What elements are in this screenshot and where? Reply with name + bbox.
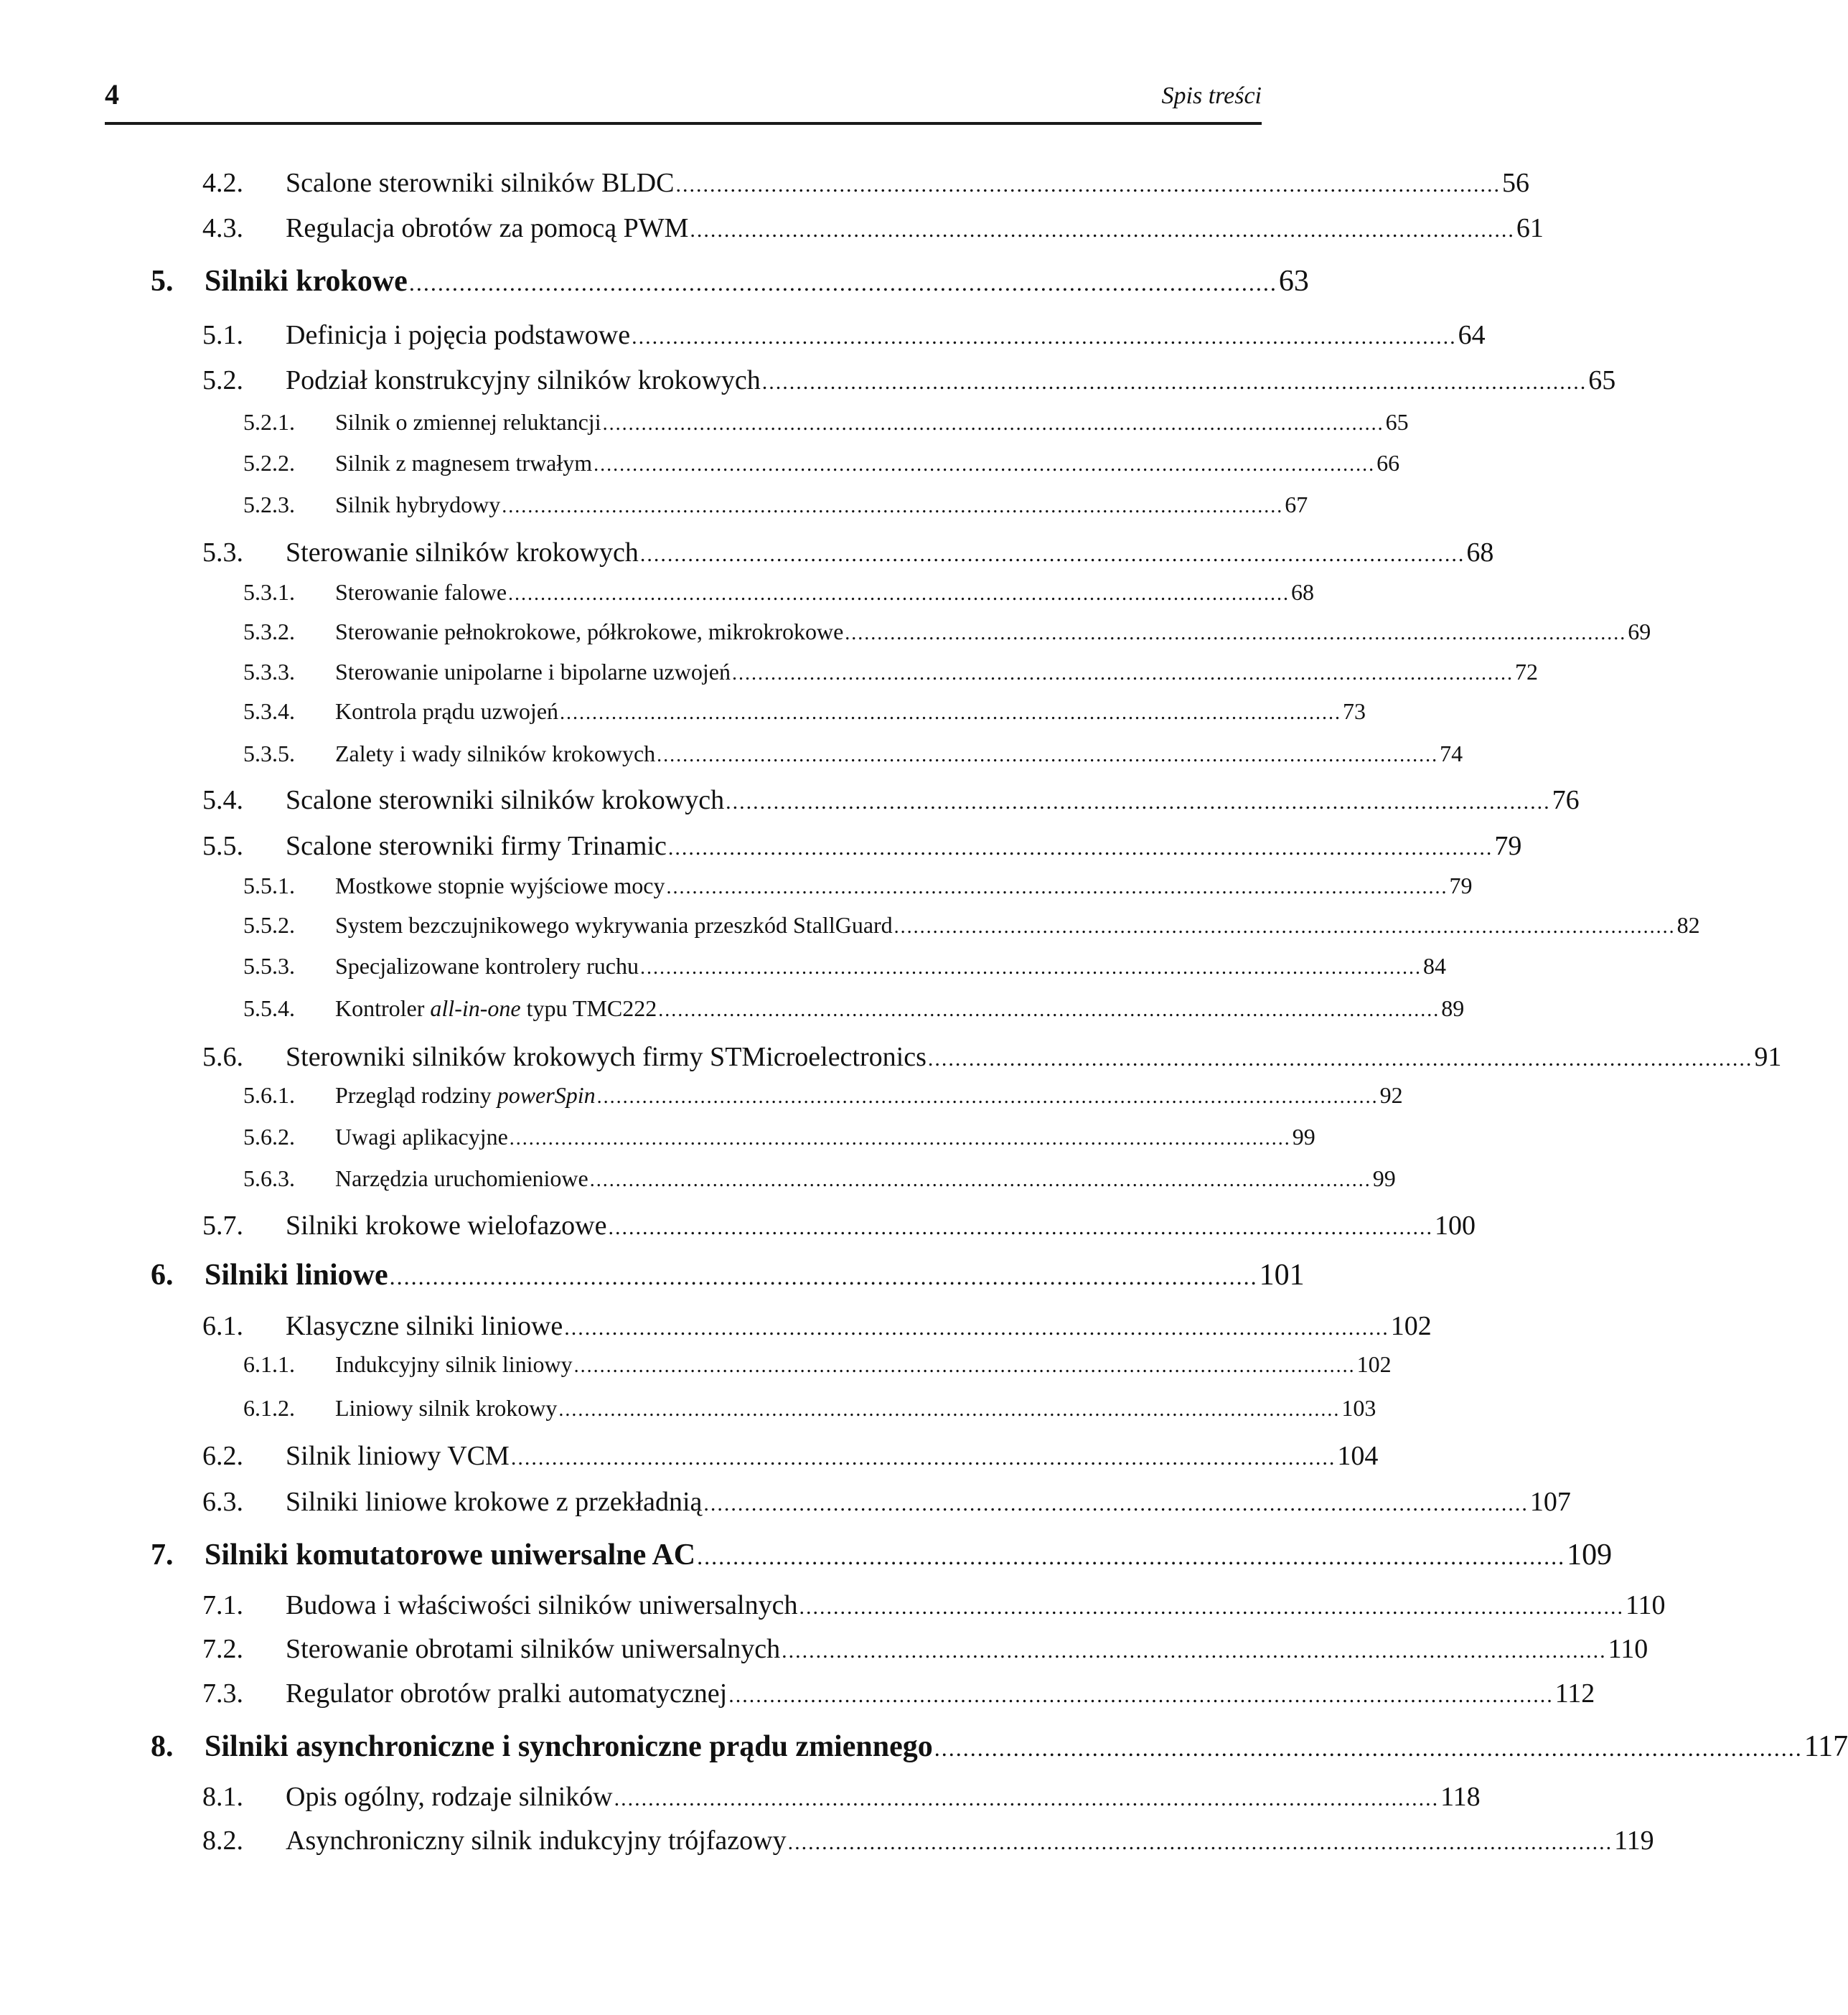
toc-section[interactable] <box>202 1310 1432 1342</box>
toc-subsection[interactable] <box>243 912 1700 939</box>
toc-entry-title: System bezczujnikowego wykrywania przeszkód StallGuard <box>335 912 893 938</box>
toc-entry-number: 5.3. <box>202 537 243 568</box>
dot-leader: ......................................................................................................................... <box>697 1544 1566 1569</box>
toc-page-number: 102 <box>1356 1351 1392 1377</box>
toc-page-number: 67 <box>1285 492 1308 517</box>
toc-subsection[interactable] <box>243 409 1409 436</box>
toc-section[interactable] <box>202 1589 1666 1621</box>
toc-entry-title: Klasyczne silniki liniowe <box>286 1311 563 1341</box>
toc-entry-title-part: typu TMC222 <box>520 995 657 1021</box>
toc-subsection[interactable] <box>243 995 1465 1022</box>
toc-entry-title: Asynchroniczny silnik indukcyjny trójfazowy <box>286 1826 787 1856</box>
toc-entry-title: Silnik o zmiennej reluktancji <box>335 409 601 435</box>
toc-section[interactable] <box>202 537 1494 568</box>
dot-leader: ......................................................................................................................... <box>632 325 1457 349</box>
toc-subsection[interactable] <box>243 619 1651 645</box>
toc-entry-number: 5. <box>151 265 174 298</box>
toc-page-number: 79 <box>1494 831 1522 861</box>
toc-chapter[interactable] <box>151 1258 1305 1292</box>
toc-page-number: 66 <box>1376 450 1400 476</box>
toc-section[interactable] <box>202 1210 1476 1241</box>
dot-leader: ......................................................................................................................... <box>934 1735 1803 1761</box>
toc-entry-title: Scalone sterowniki firmy Trinamic <box>286 831 667 861</box>
dot-leader: ......................................................................................................................... <box>728 1683 1554 1707</box>
dot-leader: ......................................................................................................................... <box>594 454 1376 476</box>
toc-entry-number: 7. <box>151 1539 174 1572</box>
dot-leader: ......................................................................................................................... <box>675 173 1501 197</box>
toc-entry-title: Silniki liniowe krokowe z przekładnią <box>286 1487 703 1517</box>
toc-entry-number: 6.1. <box>202 1311 243 1341</box>
dot-leader: ......................................................................................................................... <box>799 1595 1624 1619</box>
dot-leader: ......................................................................................................................... <box>639 542 1465 566</box>
toc-section[interactable] <box>202 1825 1654 1856</box>
toc-entry-title: Zalety i wady silników krokowych <box>335 741 656 766</box>
dot-leader: ......................................................................................................................... <box>509 1127 1291 1150</box>
dot-leader: ......................................................................................................................... <box>508 583 1290 605</box>
dot-leader: ......................................................................................................................... <box>502 495 1284 517</box>
toc-subsection[interactable] <box>243 659 1538 685</box>
toc-section[interactable] <box>202 319 1486 351</box>
toc-entry-title <box>335 995 657 1022</box>
dot-leader: ......................................................................................................................... <box>558 1399 1341 1421</box>
toc-entry-number: 5.5.2. <box>243 912 295 938</box>
toc-entry-number: 5.3.3. <box>243 659 295 685</box>
dot-leader: ......................................................................................................................... <box>927 1047 1753 1071</box>
toc-page-number: 109 <box>1567 1539 1613 1572</box>
toc-section[interactable] <box>202 167 1529 199</box>
toc-subsection[interactable] <box>243 1082 1403 1109</box>
toc-entry-title: Narzędzia uruchomieniowe <box>335 1165 588 1191</box>
toc-page-number: 91 <box>1754 1042 1782 1072</box>
dot-leader: ......................................................................................................................... <box>614 1787 1440 1810</box>
toc-page-number: 104 <box>1337 1441 1379 1471</box>
toc-entry-title: Sterowniki silników krokowych firmy STMicroelectronics <box>286 1042 927 1072</box>
toc-page-number: 99 <box>1292 1124 1315 1150</box>
toc-page-number: 84 <box>1422 953 1446 979</box>
toc-entry-title: Silnik z magnesem trwałym <box>335 450 593 476</box>
toc-subsection[interactable] <box>243 1395 1376 1422</box>
dot-leader: ......................................................................................................................... <box>690 218 1515 242</box>
toc-entry-number: 6.1.2. <box>243 1395 295 1421</box>
toc-page-number: 64 <box>1458 320 1486 350</box>
toc-page-number: 65 <box>1588 365 1616 395</box>
toc-entry-number: 5.6.3. <box>243 1165 295 1191</box>
toc-entry-number: 5.3.2. <box>243 619 295 644</box>
toc-section[interactable] <box>202 365 1616 396</box>
dot-leader: ......................................................................................................................... <box>596 1086 1379 1108</box>
dot-leader: ......................................................................................................................... <box>787 1831 1613 1854</box>
toc-entry-title: Sterowanie unipolarne i bipolarne uzwojeń <box>335 659 731 685</box>
toc-entry-number: 5.6.1. <box>243 1082 295 1108</box>
dot-leader: ......................................................................................................................... <box>845 622 1627 644</box>
page-number: 4 <box>105 78 119 111</box>
toc-entry-title-emphasis: all-in-one <box>430 995 521 1021</box>
toc-entry-number: 8. <box>151 1730 174 1763</box>
toc-page-number: 110 <box>1608 1634 1648 1664</box>
toc-entry-title-part: Kontroler <box>335 995 431 1021</box>
dot-leader: ......................................................................................................................... <box>893 916 1676 938</box>
toc-entry-title: Sterowanie obrotami silników uniwersalnych <box>286 1634 781 1664</box>
dot-leader: ......................................................................................................................... <box>408 270 1277 296</box>
toc-page-number: 56 <box>1501 168 1529 198</box>
toc-entry-number: 5.3.4. <box>243 698 295 724</box>
toc-section[interactable] <box>202 784 1580 816</box>
toc-entry-title: Silnik hybrydowy <box>335 492 501 517</box>
toc-entry-number: 4.2. <box>202 168 243 198</box>
toc-entry-number: 5.6.2. <box>243 1124 295 1150</box>
toc-chapter[interactable] <box>151 264 1309 299</box>
toc-page-number: 61 <box>1516 213 1544 243</box>
toc-page-number: 101 <box>1259 1259 1305 1292</box>
toc-section[interactable] <box>202 212 1544 244</box>
toc-entry-title: Regulacja obrotów za pomocą PWM <box>286 213 689 243</box>
toc-entry-number: 7.1. <box>202 1590 243 1620</box>
toc-entry-number: 5.3.1. <box>243 579 295 605</box>
toc-entry-number: 8.1. <box>202 1782 243 1812</box>
toc-entry-number: 4.3. <box>202 213 243 243</box>
toc-page-number: 99 <box>1372 1165 1396 1191</box>
toc-entry-number: 7.3. <box>202 1678 243 1709</box>
toc-section[interactable] <box>202 1781 1481 1813</box>
toc-entry-number: 5.4. <box>202 785 243 815</box>
toc-entry-title: Silniki krokowe <box>205 265 408 298</box>
dot-leader: ......................................................................................................................... <box>602 413 1384 435</box>
toc-entry-title: Silniki komutatorowe uniwersalne AC <box>205 1539 696 1572</box>
toc-subsection[interactable] <box>243 698 1366 725</box>
toc-entry-number: 6.1.1. <box>243 1351 295 1377</box>
toc-entry-title: Regulator obrotów pralki automatycznej <box>286 1678 728 1709</box>
dot-leader: ......................................................................................................................... <box>703 1492 1529 1516</box>
toc-page-number: 63 <box>1278 265 1309 298</box>
toc-entry-title: Silniki liniowe <box>205 1259 388 1292</box>
dot-leader: ......................................................................................................................... <box>560 702 1342 724</box>
page-header <box>105 78 1262 125</box>
toc-entry-number: 6.3. <box>202 1487 243 1517</box>
toc-entry-number: 5.2.1. <box>243 409 295 435</box>
dot-leader: ......................................................................................................................... <box>639 957 1422 979</box>
toc-page-number: 68 <box>1291 579 1315 605</box>
toc-entry-title: Silnik liniowy VCM <box>286 1441 510 1471</box>
toc-entry-title: Indukcyjny silnik liniowy <box>335 1351 573 1377</box>
dot-leader: ......................................................................................................................... <box>564 1316 1389 1340</box>
dot-leader: ......................................................................................................................... <box>666 876 1448 898</box>
toc-entry-number: 5.5.1. <box>243 873 295 898</box>
dot-leader: ......................................................................................................................... <box>731 662 1514 685</box>
dot-leader: ......................................................................................................................... <box>589 1169 1371 1191</box>
toc-entry-title: Podział konstrukcyjny silników krokowych <box>286 365 761 395</box>
dot-leader: ......................................................................................................................... <box>782 1639 1607 1663</box>
toc-page-number: 72 <box>1514 659 1538 685</box>
toc-entry-number: 5.5. <box>202 831 243 861</box>
toc-section[interactable] <box>202 1486 1571 1518</box>
toc-section[interactable] <box>202 1633 1648 1665</box>
toc-entry-title: Silniki krokowe wielofazowe <box>286 1211 607 1241</box>
toc-page-number: 119 <box>1614 1826 1654 1856</box>
toc-page-number: 79 <box>1449 873 1473 898</box>
toc-entry-number: 5.2.2. <box>243 450 295 476</box>
toc-page-number: 74 <box>1440 741 1463 766</box>
toc-entry-number: 5.2.3. <box>243 492 295 517</box>
toc-entry-title <box>335 1082 596 1109</box>
toc-page-number: 82 <box>1676 912 1700 938</box>
toc-page-number: 68 <box>1466 537 1494 568</box>
toc-entry-number: 5.1. <box>202 320 243 350</box>
toc-entry-title: Sterowanie silników krokowych <box>286 537 639 568</box>
toc-section[interactable] <box>202 1440 1379 1472</box>
toc-entry-number: 5.2. <box>202 365 243 395</box>
dot-leader: ......................................................................................................................... <box>657 744 1439 766</box>
toc-entry-number: 5.6. <box>202 1042 243 1072</box>
toc-page-number: 118 <box>1440 1782 1481 1812</box>
toc-entry-number: 5.3.5. <box>243 741 295 766</box>
dot-leader: ......................................................................................................................... <box>389 1264 1258 1290</box>
toc-page-number: 92 <box>1379 1082 1403 1108</box>
toc-entry-title: Definicja i pojęcia podstawowe <box>286 320 631 350</box>
toc-page-number: 73 <box>1343 698 1366 724</box>
toc-entry-number: 5.5.4. <box>243 995 295 1021</box>
toc-entry-title-part: Przegląd rodziny <box>335 1082 497 1108</box>
toc-entry-number: 5.7. <box>202 1211 243 1241</box>
toc-entry-title: Uwagi aplikacyjne <box>335 1124 508 1150</box>
dot-leader: ......................................................................................................................... <box>608 1216 1433 1239</box>
dot-leader: ......................................................................................................................... <box>667 836 1493 860</box>
dot-leader: ......................................................................................................................... <box>510 1446 1336 1470</box>
toc-page-number: 65 <box>1385 409 1409 435</box>
toc-subsection[interactable] <box>243 873 1473 899</box>
toc-chapter[interactable] <box>151 1729 1848 1764</box>
toc-subsection[interactable] <box>243 953 1446 980</box>
toc-subsection[interactable] <box>243 1124 1315 1150</box>
toc-page-number: 100 <box>1434 1211 1476 1241</box>
toc-entry-title: Sterowanie falowe <box>335 579 507 605</box>
toc-entry-title: Sterowanie pełnokrokowe, półkrokowe, mikrokrokowe <box>335 619 844 644</box>
toc-section[interactable] <box>202 830 1522 862</box>
toc-entry-title: Budowa i właściwości silników uniwersalnych <box>286 1590 798 1620</box>
toc-page-number: 76 <box>1552 785 1580 815</box>
toc-entry-title: Liniowy silnik krokowy <box>335 1395 558 1421</box>
toc-entry-title: Silniki asynchroniczne i synchroniczne prądu zmiennego <box>205 1730 933 1763</box>
toc-entry-number: 8.2. <box>202 1826 243 1856</box>
toc-subsection[interactable] <box>243 492 1308 518</box>
toc-subsection[interactable] <box>243 579 1315 606</box>
toc-entry-title: Kontrola prądu uzwojeń <box>335 698 559 724</box>
toc-subsection[interactable] <box>243 450 1400 476</box>
toc-entry-number: 6. <box>151 1259 174 1292</box>
toc-page-number: 69 <box>1628 619 1651 644</box>
toc-page-number: 107 <box>1529 1487 1571 1517</box>
toc-page-number: 117 <box>1804 1730 1848 1763</box>
toc-entry-title: Opis ogólny, rodzaje silników <box>286 1782 613 1812</box>
toc-entry-title: Mostkowe stopnie wyjściowe mocy <box>335 873 665 898</box>
toc-subsection[interactable] <box>243 741 1463 767</box>
dot-leader: ......................................................................................................................... <box>573 1355 1356 1377</box>
toc-entry-title-emphasis: powerSpin <box>497 1082 596 1108</box>
toc-entry-number: 6.2. <box>202 1441 243 1471</box>
running-head: Spis treści <box>1161 83 1262 109</box>
dot-leader: ......................................................................................................................... <box>761 370 1587 394</box>
dot-leader: ......................................................................................................................... <box>658 999 1440 1021</box>
toc-page-number: 112 <box>1554 1678 1595 1709</box>
toc-subsection[interactable] <box>243 1165 1396 1192</box>
toc-entry-title: Scalone sterowniki silników BLDC <box>286 168 675 198</box>
toc-page-number: 102 <box>1390 1311 1432 1341</box>
toc-section[interactable] <box>202 1678 1595 1709</box>
toc-chapter[interactable] <box>151 1538 1613 1572</box>
toc-entry-title: Specjalizowane kontrolery ruchu <box>335 953 639 979</box>
toc-section[interactable] <box>202 1041 1782 1073</box>
toc-page-number: 89 <box>1441 995 1465 1021</box>
toc-page-number: 103 <box>1341 1395 1376 1421</box>
dot-leader: ......................................................................................................................... <box>726 790 1551 814</box>
toc-entry-number: 5.5.3. <box>243 953 295 979</box>
toc-subsection[interactable] <box>243 1351 1392 1378</box>
toc-entry-title: Scalone sterowniki silników krokowych <box>286 785 725 815</box>
toc-page-number: 110 <box>1625 1590 1666 1620</box>
toc-entry-number: 7.2. <box>202 1634 243 1664</box>
